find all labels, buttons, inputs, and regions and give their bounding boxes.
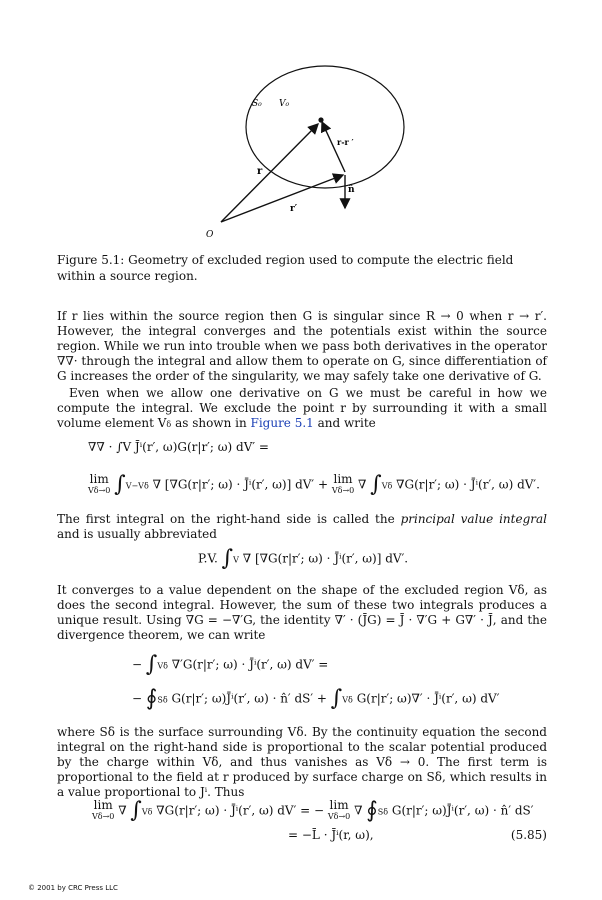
equation-1-body-2: ∇G(r|r′; ω) · J̄ⁱ(r′, ω) dV′. [396, 477, 540, 492]
integral-sign: ∫ [114, 472, 126, 497]
eq3-surface-domain: Sδ [377, 807, 389, 817]
eq3-volume-domain: Vδ [141, 807, 153, 817]
vector-r-prime [221, 175, 343, 222]
equation-number: (5.85) [510, 828, 547, 842]
eq2-surface-domain: Sδ [157, 695, 168, 705]
equation-2-body-1: ∇′G(r|r′; ω) · J̄ⁱ(r′, ω) dV′ = [171, 657, 329, 672]
limit-operator-4: lim Vδ→0 [327, 798, 351, 821]
equation-3-body-2: G(r|r′; ω)J̄ⁱ(r′, ω) · n̂′ dS′ [391, 803, 534, 818]
paragraph-4: It converges to a value dependent on the shape of the excluded region Vδ, as does the second integral. However, the sum of these two integrals produces a unique result. Using ∇G = −∇′G, the identity ∇′ · (J̄G) = J̄ · ∇′G + G∇′ · J̄, and the divergence theorem, we can write [57, 583, 547, 642]
paragraph-2-text-c: and write [313, 416, 376, 430]
vector-r-minus-rprime [322, 122, 345, 172]
paragraph-5: where Sδ is the surface surrounding Vδ. By the continuity equation the second integral on the right-hand side is proportional to the scalar potential produced by the charge within Vδ, and thus vanishes as Vδ → 0. The first term is proportional to the field at r produced by surface charge on Sδ, which results in a value proportional to Jⁱ. Thus [57, 725, 547, 799]
label-n-hat: n̂ [348, 185, 355, 195]
integral-domain: V−Vδ [125, 481, 149, 491]
excluded-region-figure [150, 55, 410, 245]
limit-operator: lim Vδ→0 [88, 472, 111, 495]
paragraph-3 [57, 512, 547, 542]
integral-sign-eq3: ∫ [130, 798, 142, 823]
integral-sign-eq2b: ∫ [330, 686, 343, 711]
principal-value-term: principal value integral [400, 512, 547, 526]
limit-operator-3: lim Vδ→0 [92, 798, 115, 821]
pv-label: P.V. [198, 551, 218, 566]
figure-caption: Figure 5.1: Geometry of excluded region used to compute the electric field within a source region. [57, 253, 514, 283]
eq2-volume-domain: Vδ [342, 695, 353, 705]
paragraph-1: If r lies within the source region then G is singular since R → 0 when r → r′. However, the integral converges and the potentials exist within the source region. While we run into trouble when we pass both derivatives in the operator ∇∇· through the integral and allow them to operate on G, since differentiation of G increases the order of the singularity, we may safely take one derivative of G. [57, 309, 547, 383]
equation-1-line-1: ∇∇ · ∫V J̄ⁱ(r′, ω)G(r|r′; ω) dV′ = [88, 440, 269, 454]
equation-3-body-1: ∇G(r|r′; ω) · J̄ⁱ(r′, ω) dV′ = − [156, 803, 328, 818]
integral-sign-2: ∫ [370, 472, 382, 497]
label-r: r [257, 166, 263, 177]
contour-integral-sign-eq3: ∮ [366, 798, 378, 823]
label-v0: V₀ [279, 99, 290, 109]
label-s0: S₀ [252, 99, 262, 109]
vector-r [221, 124, 318, 222]
equation-2-line-1: − ∫Vδ ∇′G(r|r′; ω) · J̄ⁱ(r′, ω) dV′ = [132, 652, 329, 677]
paragraph-2-text-b: as shown in [171, 416, 251, 430]
contour-integral-sign: ∮ [145, 686, 158, 711]
equation-3-line-1: lim Vδ→0 ∇ ∫Vδ ∇G(r|r′; ω) · J̄ⁱ(r′, ω) dV′ = − lim Vδ→0 ∇ ∮Sδ G(r|r′; ω)J̄ⁱ(r′, ω) · n̂′ dS′ [92, 798, 534, 823]
observation-point [318, 117, 323, 122]
label-r-minus-rp: r-r ′ [337, 137, 354, 147]
pv-integral-domain: V [233, 555, 239, 565]
integral-sign-eq2: ∫ [145, 652, 158, 677]
paragraph-2: Even when we allow one derivative on G we must be careful in how we compute the integral. We exclude the point r by surrounding it with a small volume element Vδ as shown in Figure 5.1 and write [57, 386, 547, 430]
paragraph-3-text-b: and is usually abbreviated [57, 527, 217, 541]
equation-2-body-2: G(r|r′; ω)J̄ⁱ(r′, ω) · n̂′ dS′ + [171, 691, 331, 706]
equation-2-line-2: − ∮Sδ G(r|r′; ω)J̄ⁱ(r′, ω) · n̂′ dS′ + ∫Vδ G(r|r′; ω)∇′ · J̄ⁱ(r′, ω) dV′ [132, 686, 500, 711]
equation-3-line-2: = −L̄ · J̄ⁱ(r, ω), [288, 828, 374, 842]
paragraph-2-text-a: Even when we allow one derivative on G we must be careful in how we compute the integral. We exclude the point r by surrounding it with a small volume element V [57, 386, 547, 430]
equation-1-line-2: lim Vδ→0 ∫V−Vδ ∇ [∇G(r|r′; ω) · J̄ⁱ(r′, ω)] dV′ + lim Vδ→0 ∇ ∫Vδ ∇G(r|r′; ω) · J̄ⁱ(r′, ω) dV′. [88, 472, 540, 497]
copyright-footer: © 2001 by CRC Press LLC [28, 884, 118, 892]
pv-body: ∇ [∇G(r|r′; ω) · J̄ⁱ(r′, ω)] dV′. [242, 551, 409, 566]
equation-2-body-3: G(r|r′; ω)∇′ · J̄ⁱ(r′, ω) dV′ [356, 691, 500, 706]
integral-domain-2: Vδ [381, 481, 393, 491]
eq2-integral-domain: Vδ [157, 661, 168, 671]
paragraph-3-text-a: The first integral on the right-hand side is called the [57, 512, 401, 526]
figure-5-1-link[interactable]: Figure 5.1 [250, 416, 314, 430]
label-origin: O [206, 230, 214, 240]
equation-1-body: ∇ [∇G(r|r′; ω) · J̄ⁱ(r′, ω)] dV′ + [152, 477, 332, 492]
label-r-prime: r′ [290, 204, 298, 214]
integral-sign-pv: ∫ [221, 546, 234, 571]
principal-value-equation [198, 548, 408, 570]
limit-operator-2: lim Vδ→0 [331, 472, 355, 495]
